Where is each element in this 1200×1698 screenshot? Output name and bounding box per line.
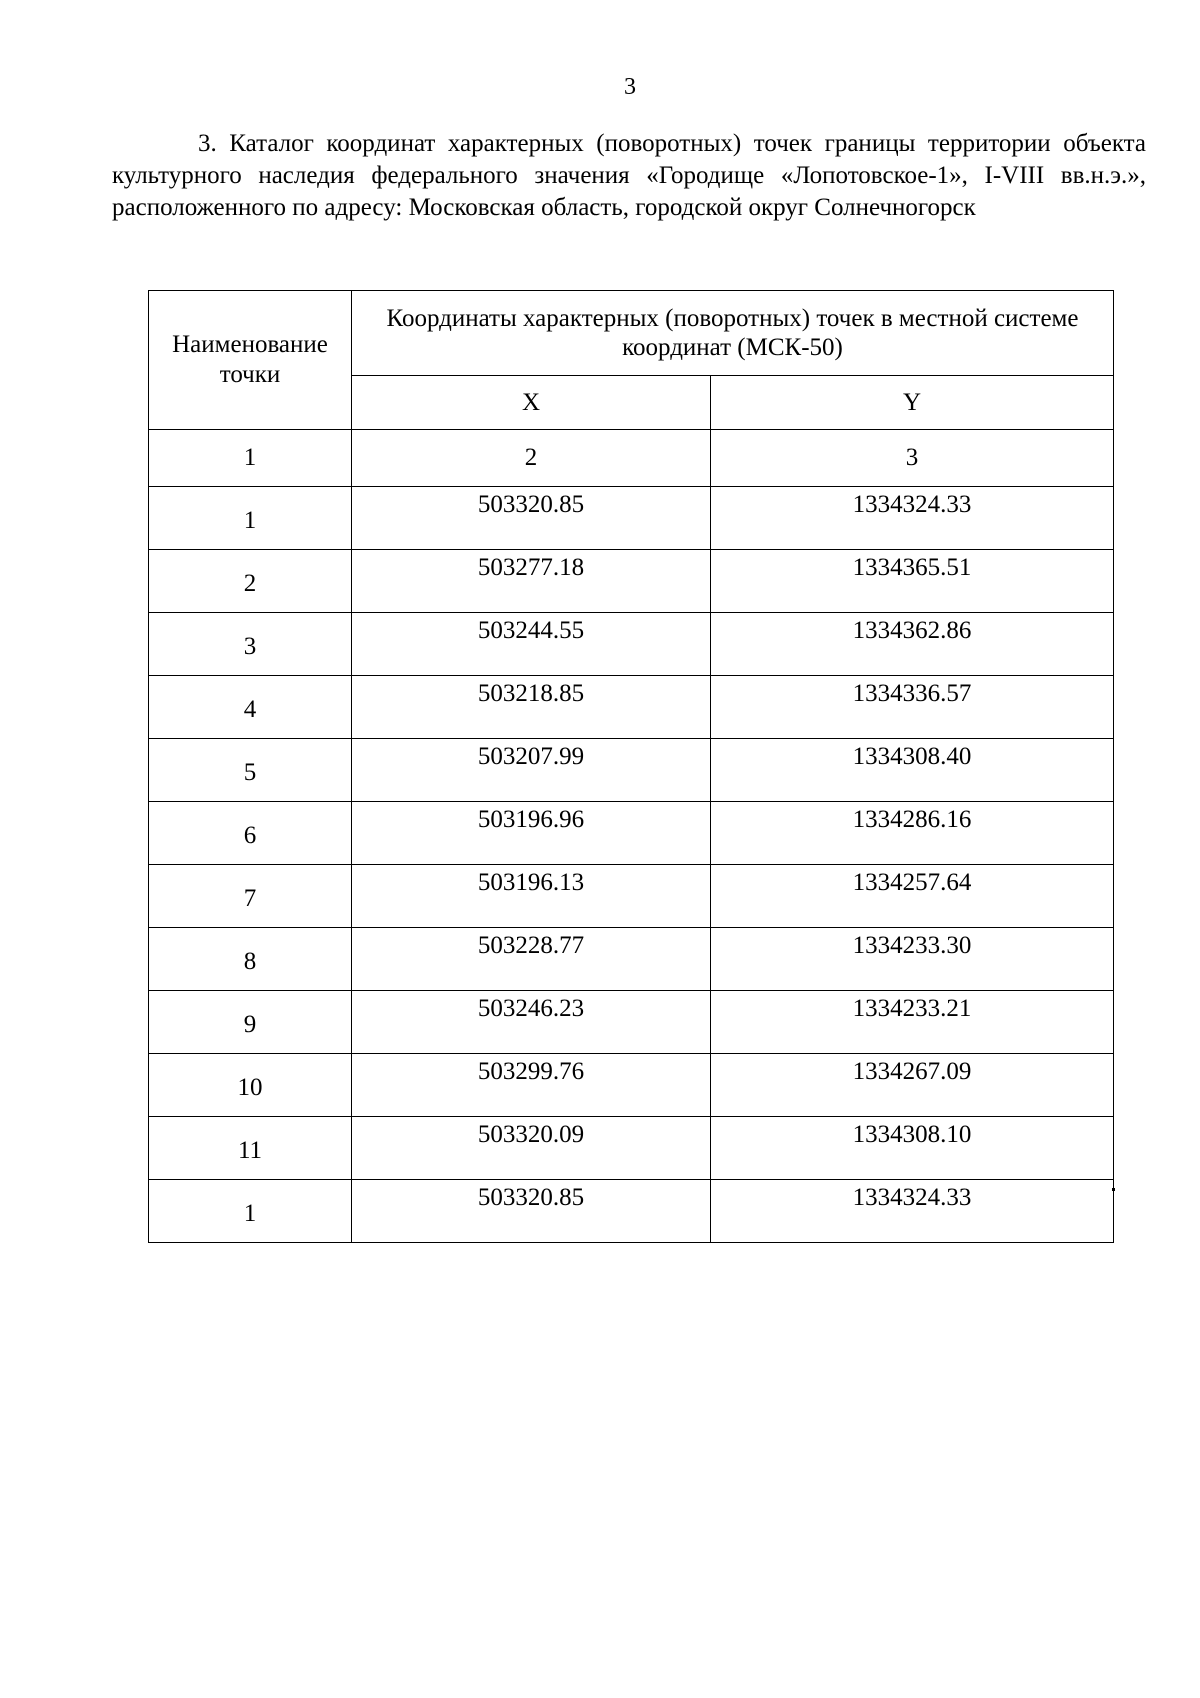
column-number-1: 1 [149,430,352,487]
point-name-cell: 8 [149,928,352,991]
x-coordinate-cell: 503207.99 [352,739,711,802]
y-coordinate-cell: 1334257.64 [711,865,1114,928]
table-row [149,1054,1114,1117]
x-coordinate-cell: 503320.09 [352,1117,711,1180]
y-coordinate-cell: 1334233.21 [711,991,1114,1054]
y-coordinate-cell: 1334267.09 [711,1054,1114,1117]
table-row [149,550,1114,613]
x-coordinate-cell: 503320.85 [352,487,711,550]
point-name-cell: 5 [149,739,352,802]
point-name-cell: 2 [149,550,352,613]
header-x: X [352,376,711,430]
x-coordinate-cell: 503299.76 [352,1054,711,1117]
table-row [149,613,1114,676]
column-number-row [149,430,1114,487]
table-row [149,1180,1114,1243]
column-number-2: 2 [352,430,711,487]
header-y: Y [711,376,1114,430]
x-coordinate-cell: 503244.55 [352,613,711,676]
point-name-cell: 7 [149,865,352,928]
x-coordinate-cell: 503228.77 [352,928,711,991]
table-row [149,676,1114,739]
point-name-cell: 4 [149,676,352,739]
point-name-cell: 1 [149,1180,352,1243]
table-row [149,739,1114,802]
y-coordinate-cell: 1334233.30 [711,928,1114,991]
table-row [149,865,1114,928]
x-coordinate-cell: 503320.85 [352,1180,711,1243]
y-coordinate-cell: 1334286.16 [711,802,1114,865]
point-name-cell: 6 [149,802,352,865]
catalog-intro-paragraph: 3. Каталог координат характерных (поворотных) точек границы территории объекта культурного наследия федерального значения «Городище «Лопотовское-1», I-VIII вв.н.э.», расположенного по адресу: Московская область, городской округ Солнечногорск [112,130,1146,221]
table-row [149,928,1114,991]
y-coordinate-cell: 1334336.57 [711,676,1114,739]
point-name-cell: 11 [149,1117,352,1180]
x-coordinate-cell: 503277.18 [352,550,711,613]
y-coordinate-cell: 1334308.10 [711,1117,1114,1180]
point-name-cell: 9 [149,991,352,1054]
y-coordinate-cell: 1334308.40 [711,739,1114,802]
y-coordinate-cell: 1334324.33 [711,487,1114,550]
table-row [149,487,1114,550]
y-coordinate-cell: 1334365.51 [711,550,1114,613]
x-coordinate-cell: 503196.13 [352,865,711,928]
table-row [149,1117,1114,1180]
x-coordinate-cell: 503196.96 [352,802,711,865]
table-row [149,991,1114,1054]
point-name-cell: 10 [149,1054,352,1117]
table-row [149,802,1114,865]
header-point-name: Наименование точки [149,291,352,430]
point-name-cell: 3 [149,613,352,676]
stray-dot [1112,1188,1115,1191]
y-coordinate-cell: 1334362.86 [711,613,1114,676]
page-number: 3 [624,74,636,100]
x-coordinate-cell: 503218.85 [352,676,711,739]
header-coordinates: Координаты характерных (поворотных) точек в местной системе координат (МСК-50) [352,291,1114,376]
point-name-cell: 1 [149,487,352,550]
y-coordinate-cell: 1334324.33 [711,1180,1114,1243]
coordinates-table [148,290,1114,1243]
column-number-3: 3 [711,430,1114,487]
x-coordinate-cell: 503246.23 [352,991,711,1054]
